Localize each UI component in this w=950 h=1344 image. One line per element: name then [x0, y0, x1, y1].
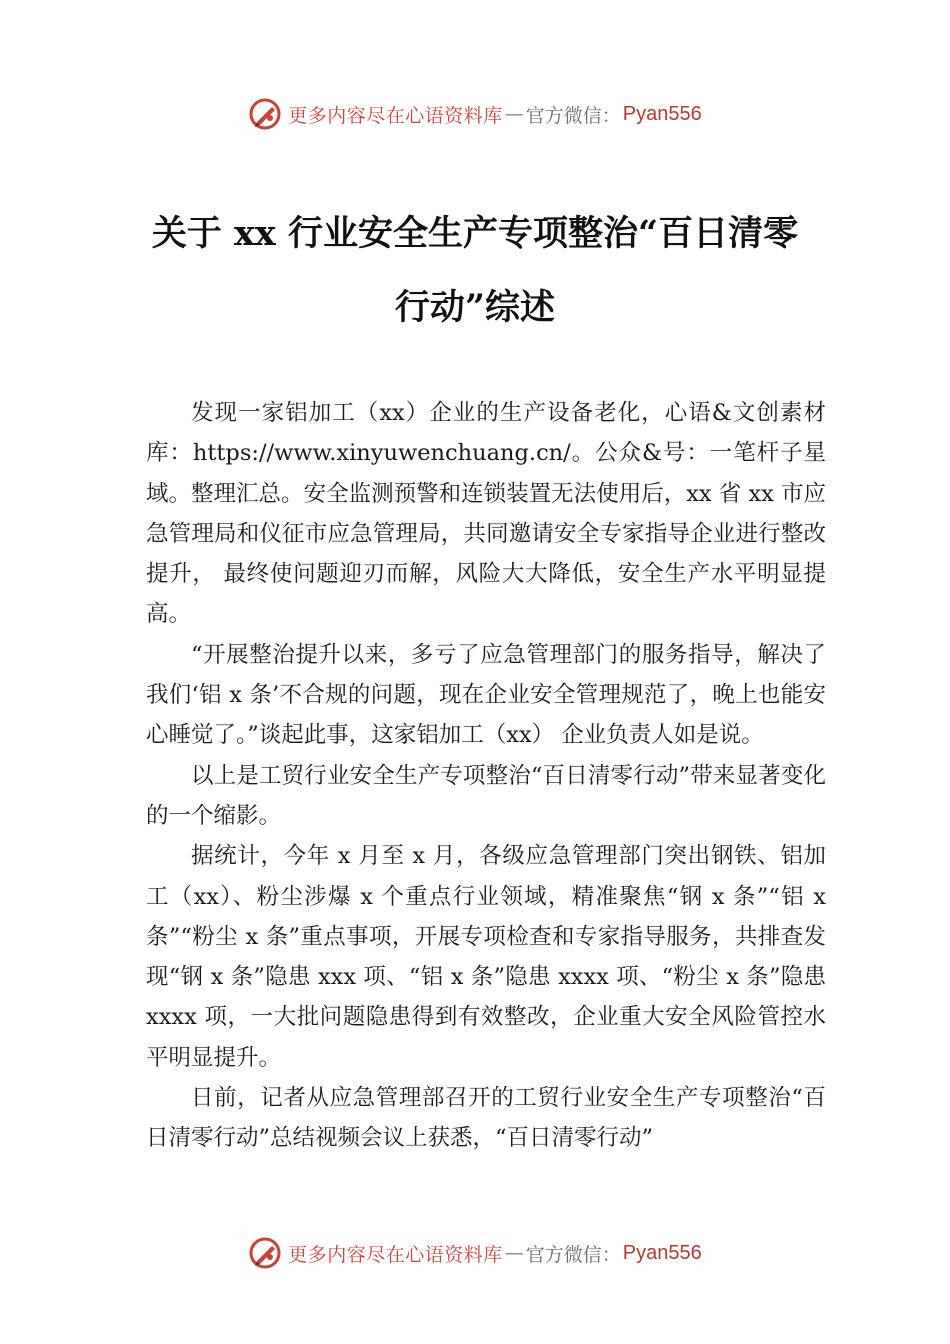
- footer-watermark: [0, 1233, 950, 1273]
- watermark-label: 官方微信：: [525, 104, 621, 127]
- paragraph-2: “开展整治提升以来，多亏了应急管理部门的服务指导，解决了我们‘铝 x 条’不合规的问题，现在企业安全管理规范了，晚上也能安心睡觉了。”谈起此事，这家铝加工（xx） 企业负责人如是说。: [146, 641, 826, 749]
- paragraph-5: 日前，记者从应急管理部召开的工贸行业安全生产专项整治“百日清零行动”总结视频会议上获悉，“百日清零行动”: [146, 1085, 826, 1152]
- watermark-lead-text: 更多内容尽在心语资料库: [288, 1243, 503, 1266]
- document-title: [100, 197, 850, 345]
- title-line-1: 关于 xx 行业安全生产专项整治“百日清零: [151, 213, 799, 254]
- watermark-lead-text: 更多内容尽在心语资料库: [288, 104, 503, 127]
- header-watermark: [0, 94, 950, 134]
- watermark-label: 官方微信：: [525, 1243, 621, 1266]
- watermark-wechat-id: Pyan556: [622, 102, 702, 125]
- pen-logo-icon: [248, 97, 282, 131]
- document-body: [146, 393, 826, 1159]
- watermark-dash: —: [504, 103, 524, 125]
- paragraph-4: 据统计，今年 x 月至 x 月，各级应急管理部门突出钢铁、铝加工（xx）、粉尘涉爆 x 个重点行业领域，精准聚焦“钢 x 条”“铝 x 条”“粉尘 x 条”重点事项，开展专项检查和专家指导服务，共排查发现“钢 x 条”隐患 xxx 项、“铝 x 条”隐患 xxxx 项、“粉尘 x 条”隐患 xxxx 项，一大批问题隐患得到有效整改，企业重大安全风险管控水平明显提升。: [146, 843, 826, 1071]
- pen-logo-icon: [248, 1236, 282, 1270]
- watermark-dash: —: [504, 1242, 524, 1264]
- title-line-2: 行动”综述: [394, 287, 556, 328]
- watermark-wechat-id: Pyan556: [622, 1241, 702, 1264]
- paragraph-3: 以上是工贸行业安全生产专项整治“百日清零行动”带来显著变化的一个缩影。: [146, 762, 826, 829]
- paragraph-1: 发现一家铝加工（xx）企业的生产设备老化，心语&文创素材库：https://www.xinyuwenchuang.cn/。公众&号：一笔杆子星域。整理汇总。安全监测预警和连锁装置无法使用后，xx 省 xx 市应急管理局和仪征市应急管理局，共同邀请安全专家指导企业进行整改提升， 最终使问题迎刃而解，风险大大降低，安全生产水平明显提高。: [146, 400, 826, 628]
